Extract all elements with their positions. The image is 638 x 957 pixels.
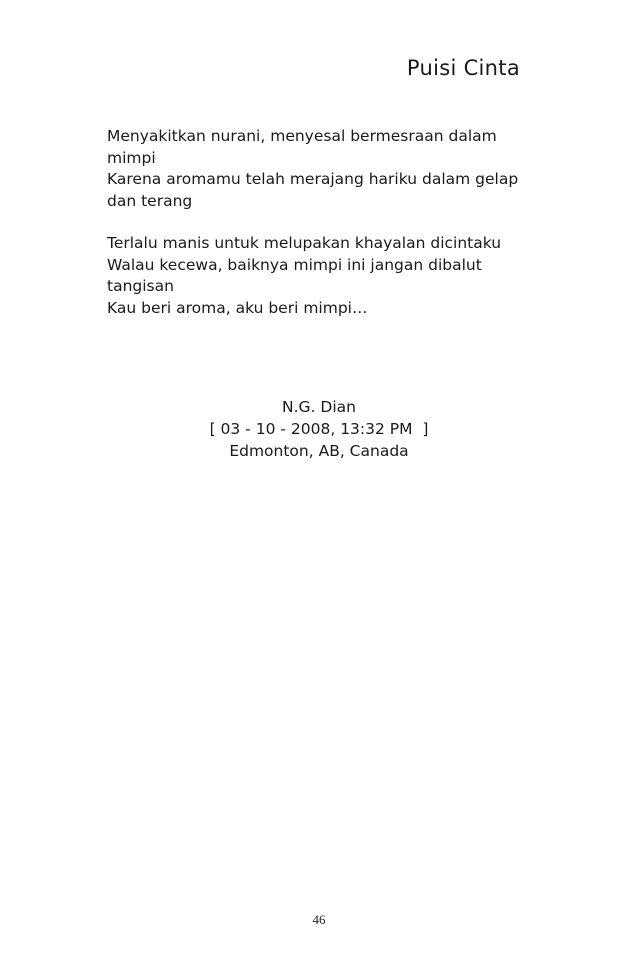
author-name: N.G. Dian <box>282 398 356 416</box>
poem-line: Kau beri aroma, aku beri mimpi… <box>107 298 368 317</box>
location: Edmonton, AB, Canada <box>229 442 409 460</box>
poem-line: mimpi <box>107 148 156 167</box>
poem-line: Karena aromamu telah merajang hariku dalam gelap <box>107 170 519 188</box>
poem-body <box>107 126 537 340</box>
page-number: 46 <box>312 912 326 927</box>
poem-line: Terlalu manis untuk melupakan khayalan dicintaku <box>107 234 502 252</box>
stanza-1 <box>107 126 537 212</box>
date-time: [ 03 - 10 - 2008, 13:32 PM ] <box>209 420 429 438</box>
poem-line: Walau kecewa, baiknya mimpi ini jangan dibalut <box>107 255 482 274</box>
signature-block <box>0 396 638 462</box>
poem-line: Menyakitkan nurani, menyesal bermesraan dalam <box>107 127 497 145</box>
running-title: Puisi Cinta <box>406 56 520 80</box>
stanza-2 <box>107 233 537 319</box>
poem-line: dan terang <box>107 191 193 210</box>
poem-line: tangisan <box>107 277 174 295</box>
